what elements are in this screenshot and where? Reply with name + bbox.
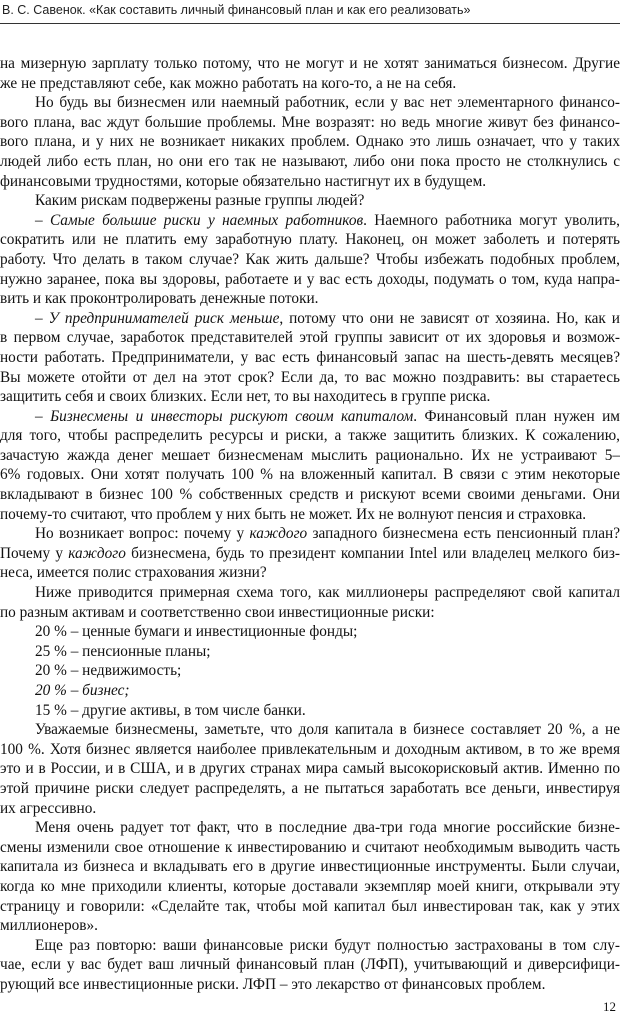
italic-phrase: – Самые большие риски у наемных работников xyxy=(35,211,364,229)
text-line: зачастую жажда денег мешает бизнесменам мыслить рационально. Их не устраивают 5– xyxy=(0,446,620,464)
text-fragment: бизнесмена, будь то президент компании Intel или владелец мелкого биз- xyxy=(125,544,620,562)
text-line xyxy=(0,544,620,564)
running-title: В. С. Савенок. «Как составить личный финансовый план и как его реализовать» xyxy=(2,3,471,17)
text-line: вкладывают в бизнес 100 % собственных средств и рискуют всеми своими деньгами. Они xyxy=(0,486,620,504)
text-fragment: Но возникает вопрос: почему у xyxy=(35,525,250,543)
text-line: по разным активам и соответственно свои инвестиционные риски: xyxy=(0,603,435,621)
text-line: вого плана, вас ждут большие проблемы. Мне возразят: но ведь многие живут без финансо- xyxy=(0,113,620,131)
text-line: Меня очень радует тот факт, что в последние два-три года многие российские бизне- xyxy=(35,819,620,837)
page-number: 12 xyxy=(603,999,616,1014)
text-line xyxy=(0,211,620,231)
text-line: 100 %. Хотя бизнес является наиболее привлекательным и доходным активом, в то же время xyxy=(0,740,620,758)
text-line: Каким рискам подвержены разные группы людей? xyxy=(35,192,365,210)
list-item: 25 % – пенсионные планы; xyxy=(35,642,211,660)
text-line: ности работать. Предприниматели, у вас есть финансовый запас на шесть-девять месяцев? xyxy=(0,348,620,366)
text-line: капитала из бизнеса и вкладывать его в другие инвестиционные инструменты. Были случаи, xyxy=(0,858,620,876)
text-line: вить и как проконтролировать денежные потоки. xyxy=(0,290,319,308)
italic-word: каждого xyxy=(249,525,308,543)
text-line: 6% годовых. Они хотят получать 100 % на вложенный капитал. В связи с этим некоторые xyxy=(0,466,620,484)
text-line: смены изменили свое отношение к инвестированию и считают необходимым выводить часть xyxy=(0,838,620,856)
list-item: 20 % – ценные бумаги и инвестиционные фонды; xyxy=(35,623,358,641)
text-fragment: западного бизнесмена есть пенсионный план? xyxy=(307,525,620,543)
text-line: Вы можете отойти от дел на этот срок? Если да, то вас можно поздравить: вы стараетесь xyxy=(0,368,620,386)
text-fragment: . Наемного работника могут уволить, xyxy=(363,211,620,229)
text-fragment: . Финансовый план нужен им xyxy=(413,407,620,425)
text-fragment: Почему у xyxy=(0,544,69,562)
text-line: страницу и говорили: «Сделайте так, чтобы мой капитал был инвестирован так, как у этих xyxy=(0,897,620,915)
text-line: Но будь вы бизнесмен или наемный работник, если у вас нет элементарного финансо- xyxy=(35,94,620,112)
page-body xyxy=(0,54,620,995)
text-line xyxy=(0,407,620,427)
header-divider xyxy=(0,23,620,24)
text-line: почему-то считают, что проблем у них быть не может. Их не волнуют пенсия и страховка. xyxy=(0,505,587,523)
text-line xyxy=(0,309,620,329)
italic-word: каждого xyxy=(68,544,126,562)
text-line xyxy=(0,524,620,544)
text-fragment: , потому что они не зависят от хозяина. Но, как и xyxy=(279,309,620,327)
list-item: 15 % – другие активы, в том числе банки. xyxy=(35,701,306,719)
text-line: в первом случае, заработок представителей этой группы зависит от их здоровья и возмож- xyxy=(0,329,620,347)
text-line: когда ко мне приходили клиенты, которые доставали экземпляр моей книги, открывали эту xyxy=(0,877,620,895)
text-line: сократить или не платить ему заработную плату. Наконец, он может заболеть и потерять xyxy=(0,231,620,249)
text-line: для того, чтобы распределить ресурсы и риски, а также защитить близких. К сожалению, xyxy=(0,427,620,445)
text-line: людей либо есть план, но они его так не называют, либо они пока просто не столкнулись с xyxy=(0,152,620,170)
text-line: финансовыми трудностями, которые обязательно настигнут их в будущем. xyxy=(0,172,487,190)
text-line: Еще раз повторю: ваши финансовые риски будут полностью застрахованы в том слу- xyxy=(35,936,620,954)
text-line: вого плана, и у них не возникает никаких проблем. Однако это лишь означает, что у таких xyxy=(0,133,620,151)
text-line: нужно заранее, пока вы здоровы, работаете и у вас есть доходы, подумать о том, куда напра- xyxy=(0,270,620,288)
text-line: на мизерную зарплату только потому, что не могут и не хотят заниматься бизнесом. Другие xyxy=(0,55,620,72)
text-line: миллионеров». xyxy=(0,917,98,935)
text-line: это и в России, и в США, и в других странах мира самый высокорисковый актив. Именно по xyxy=(0,760,620,778)
list-item: 20 % – недвижимость; xyxy=(35,662,182,680)
text-line: защитить себя и своих близких. Если нет, то вы находитесь в группе риска. xyxy=(0,388,491,406)
text-line: Уважаемые бизнесмены, заметьте, что доля капитала в бизнесе составляет 20 %, а не xyxy=(35,721,620,739)
list-item: 20 % – бизнес; xyxy=(35,682,130,699)
text-line: рующий все инвестиционные риски. ЛФП – это лекарство от финансовых проблем. xyxy=(0,975,546,993)
text-line: этой причине риски следует распределять, а не пытаться заработать все деньги, инвестируя xyxy=(0,779,620,797)
text-line: работу. Что делать в таком случае? Как жить дальше? Чтобы избежать подобных проблем, xyxy=(0,250,620,268)
text-line: Ниже приводится примерная схема того, как миллионеры распределяют свой капитал xyxy=(35,584,620,602)
text-line: чае, если у вас будет ваш личный финансовый план (ЛФП), учитывающий и диверсифици- xyxy=(0,956,620,974)
text-line: же не представляют себе, как можно работать на кого-то, а не на себя. xyxy=(0,74,457,92)
italic-phrase: – Бизнесмены и инвесторы рискуют своим капиталом xyxy=(35,407,414,425)
italic-phrase: – У предпринимателей риск меньше xyxy=(35,309,280,327)
text-line: неса, имеется полис страхования жизни? xyxy=(0,564,267,582)
text-line: их агрессивно. xyxy=(0,799,97,817)
